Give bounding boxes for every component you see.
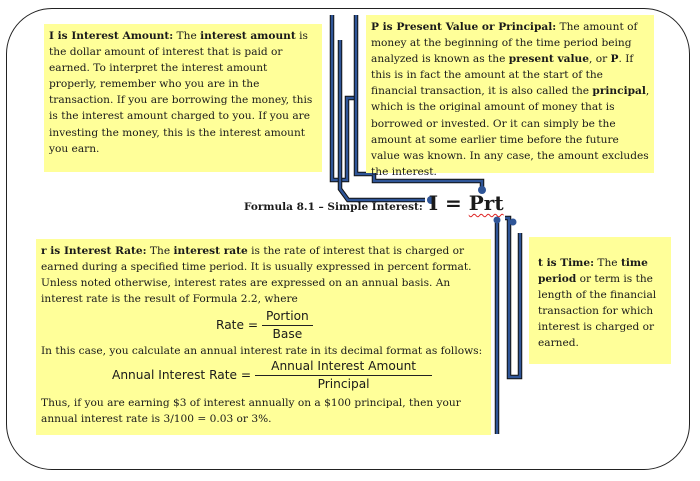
time-box bbox=[529, 237, 671, 364]
interest-amount-term: I is Interest Amount: bbox=[49, 30, 174, 42]
connector-dot-r bbox=[494, 217, 501, 224]
interest-rate-bold: interest rate bbox=[173, 245, 248, 257]
formula-equation-right: Prt bbox=[468, 191, 504, 215]
interest-rate-paragraph bbox=[41, 243, 485, 307]
formula-equation bbox=[429, 191, 504, 215]
present-value-text-3: . If this is in fact the amount at the start of the financial transaction, it is also called the bbox=[371, 53, 634, 98]
present-value-text-2: , or bbox=[588, 53, 611, 66]
annual-rate-formula bbox=[112, 359, 432, 392]
time-text-2: or term is the length of the financial transaction for which interest is charged or earned. bbox=[538, 273, 657, 350]
interest-rate-text-2: is the rate of interest that is charged or earned during a specified time period. It is usually expressed in percent format. Unless noted otherwise, interest rates are expressed on an annual basis. An interest rate is the result of Formula 2.2, where bbox=[41, 245, 472, 306]
interest-rate-term: r is Interest Rate: bbox=[41, 245, 147, 257]
present-value-text-1: The amount of money at the beginning of the time period being analyzed is known as the bbox=[371, 21, 638, 66]
annual-rate-fraction bbox=[255, 359, 432, 392]
time-text-1: The bbox=[594, 257, 621, 269]
interest-rate-box bbox=[36, 239, 491, 435]
interest-amount-text-1: The bbox=[173, 30, 201, 42]
annual-rate-numerator: Annual Interest Amount bbox=[255, 359, 432, 376]
decimal-format-line: In this case, you calculate an annual interest rate in its decimal format as follows: bbox=[41, 345, 483, 357]
connector-r-branch bbox=[505, 218, 520, 377]
principal-bold: principal bbox=[592, 85, 646, 98]
annual-rate-label: Annual Interest Rate = bbox=[112, 368, 252, 383]
interest-amount-text-2: is the dollar amount of interest that is paid or earned. To interpret the interest amount properly, remember who you are in the transaction. If you are borrowing the money, this is the interest amount charged to you. If you are investing the money, this is the interest amount you earn. bbox=[49, 30, 313, 155]
interest-amount-bold: interest amount bbox=[200, 30, 296, 42]
rate-denominator: Base bbox=[272, 327, 303, 341]
connector-dot-t bbox=[510, 219, 517, 226]
formula-equation-left: I = bbox=[428, 191, 469, 215]
formula-line bbox=[244, 191, 504, 215]
interest-amount-box bbox=[44, 24, 322, 172]
present-value-term: P is Present Value or Principal: bbox=[371, 21, 557, 33]
rate-label: Rate = bbox=[216, 318, 259, 333]
annual-rate-denominator: Principal bbox=[317, 377, 370, 391]
present-value-text-4: , which is the original amount of money that is borrowed or invested. Or it can simply be the amount at some earlier time before the future value was known. In any case, the amount excludes the interest. bbox=[371, 85, 650, 178]
time-bold: time period bbox=[538, 257, 648, 286]
interest-rate-text-1: The bbox=[146, 245, 174, 257]
time-term: t is Time: bbox=[538, 257, 595, 269]
formula-label: Formula 8.1 – Simple Interest: bbox=[244, 201, 423, 213]
present-value-bold: present value bbox=[508, 53, 589, 66]
example-line: Thus, if you are earning $3 of interest annually on a $100 principal, then your annual interest rate is 3/100 = 0.03 or 3%. bbox=[41, 397, 461, 426]
present-value-box bbox=[366, 15, 654, 178]
rate-numerator: Portion bbox=[262, 309, 313, 326]
rate-fraction bbox=[262, 309, 313, 342]
present-value-bold-p: P bbox=[610, 53, 619, 66]
rate-formula bbox=[216, 309, 313, 342]
